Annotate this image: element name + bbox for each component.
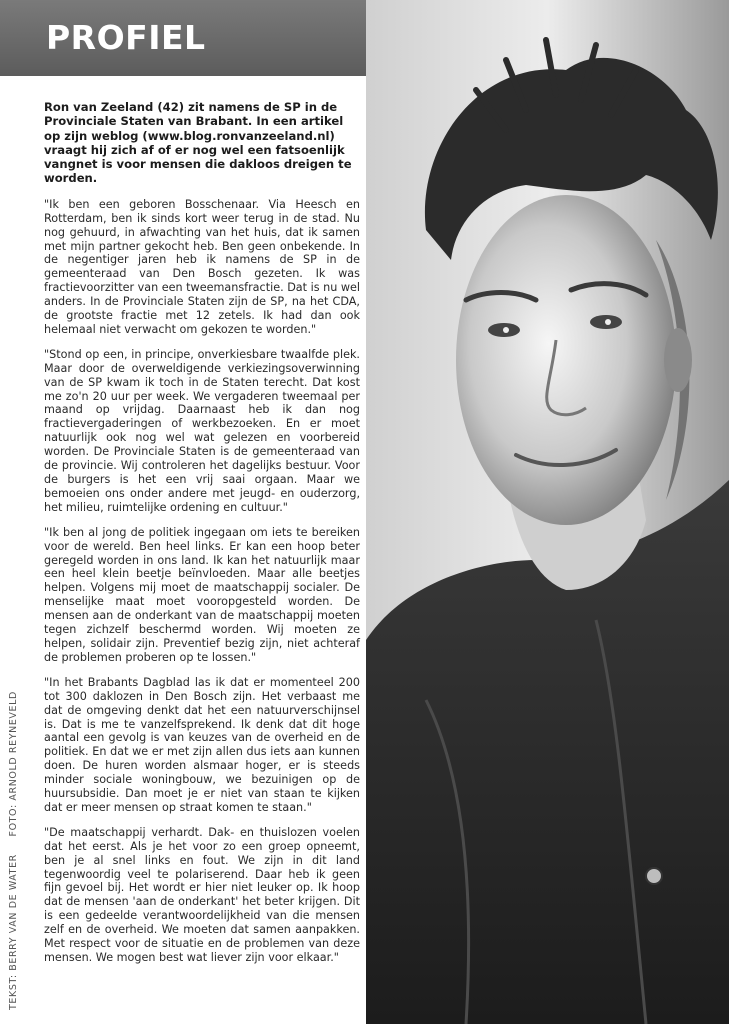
- page-title: PROFIEL: [46, 18, 206, 57]
- header-bar: [0, 0, 366, 76]
- article-paragraph: "In het Brabants Dagblad las ik dat er momenteel 200 tot 300 daklozen in Den Bosch zijn. Het verbaast me dat de omgeving denkt dat het een natuurverschijnsel is. Dat is me te vanzelfsprekend. Ik denk dat dit hoge aantal een gevolg is van keuzes van de overheid en de politiek. En dat we er met zijn allen dus iets aan kunnen doen. De huren worden alsmaar hoger, er is steeds minder sociale woningbouw, we bezuinigen op de huursubsidie. Dan moet je er niet van staan te kijken dat er meer mensen op straat komen te staan.": [44, 675, 360, 814]
- portrait-photo: [366, 0, 729, 1024]
- article: [44, 100, 360, 976]
- photo-credits: [8, 677, 19, 1010]
- text-credit: TEKST: BERRY VAN DE WATER: [8, 854, 19, 1010]
- article-paragraph: "Stond op een, in principe, onverkiesbare twaalfde plek. Maar door de overweldigende verkiezingsoverwinning van de SP kwam ik toch in de Staten terecht. Dat kost me zo'n 20 uur per week. We vergaderen tweemaal per maand op vrijdag. Daarnaast heb ik dan nog fractievergaderingen of werkbezoeken. En er moet natuurlijk ook nog wel wat gelezen en voorbereid worden. De Provinciale Staten is de gemeenteraad van de provincie. Wij controleren het dagelijks bestuur. Voor de burgers is het een vrij saai orgaan. Maar we bemoeien ons onder andere met jeugd- en ouderzorg, het milieu, ruimtelijke ordening en cultuur.": [44, 347, 360, 514]
- article-paragraph: "De maatschappij verhardt. Dak- en thuislozen voelen dat het eerst. Als je het voor zo een groep opneemt, ben je al snel links en fout. We zijn in dit land tegenwoordig veel te polariserend. Daar heb ik geen fijn gevoel bij. Het wordt er hier niet leuker op. Ik hoop dat de mensen 'aan de onderkant' het beter krijgen. Dit is een gedeelde verantwoordelijkheid van die mensen zelf en de overheid. We moeten dat samen aanpakken. Met respect voor de situatie en de problemen van deze mensen. We mogen best wat liever zijn voor elkaar.": [44, 825, 360, 964]
- article-paragraph: "Ik ben een geboren Bosschenaar. Via Heesch en Rotterdam, ben ik sinds kort weer terug in de stad. Nu nog gehuurd, in afwachting van het huis, dat ik samen met mijn partner gekocht heb. Ben geen onbekende. In de negentiger jaren heb ik namens de SP in de gemeenteraad van Den Bosch gezeten. Ik was fractievoorzitter van een tweemansfractie. Dat is nu wel anders. In de Provinciale Staten zijn de SP, na het CDA, de grootste fractie met 12 zetels. Ik had dan ook helemaal niet verwacht om gekozen te worden.": [44, 197, 360, 336]
- photo-credit: FOTO: ARNOLD REYNEVELD: [8, 691, 19, 837]
- article-paragraph: "Ik ben al jong de politiek ingegaan om iets te bereiken voor de wereld. Ben heel links. Er kan een hoop beter geregeld worden in ons land. Ik kan het natuurlijk maar een heel klein beetje beïnvloeden. Maar alle beetjes helpen. Volgens mij moet de maatschappij socialer. De menselijke maat moet vooropgesteld worden. De mensen aan de onderkant van de maatschappij moeten tegen zichzelf beschermd worden. Wij moeten ze helpen, solidair zijn. Preventief bezig zijn, niet achteraf de problemen proberen op te lossen.": [44, 525, 360, 664]
- portrait-illustration: [366, 0, 729, 1024]
- article-intro: Ron van Zeeland (42) zit namens de SP in de Provinciale Staten van Brabant. In een artikel op zijn weblog (www.blog.ronvanzeeland.nl) vraagt hij zich af of er nog wel een fatsoenlijk vangnet is voor mensen die dakloos dreigen te worden.: [44, 100, 352, 186]
